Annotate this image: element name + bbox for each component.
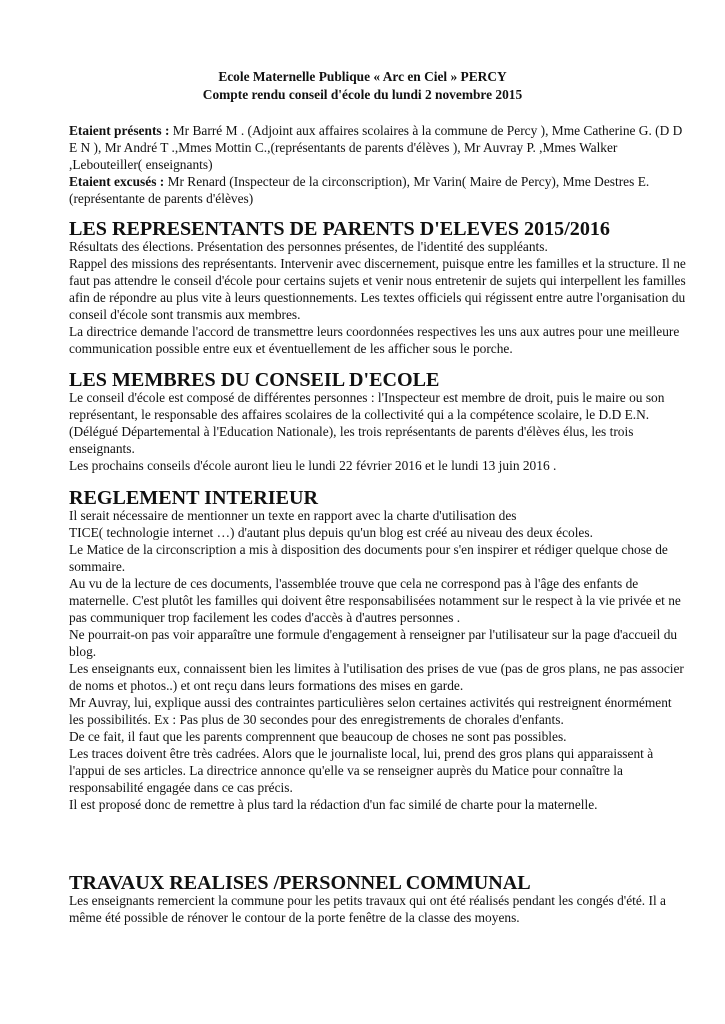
section-parents-representatives (69, 220, 689, 357)
paragraph: Mr Auvray, lui, explique aussi des contraintes particulières selon certaines activités qui restreignent énormément les possibilités. Ex : Pas plus de 30 secondes pour des enregistrements de chorales d'enfants. (69, 695, 672, 727)
excused-list: Mr Renard (Inspecteur de la circonscription), Mr Varin( Maire de Percy), Mme Destres E.(représentante de parents d'élèves) (69, 174, 650, 206)
paragraph: Les prochains conseils d'école auront lieu le lundi 22 février 2016 et le lundi 13 juin 2016 . (69, 458, 557, 473)
paragraph: Il serait nécessaire de mentionner un texte en rapport avec la charte d'utilisation des (69, 508, 517, 523)
section-title: LES MEMBRES DU CONSEIL D'ECOLE (69, 369, 440, 391)
paragraph: Le Matice de la circonscription a mis à disposition des documents pour s'en inspirer et rédiger quelque chose de sommaire. (69, 542, 668, 574)
paragraph: Les enseignants eux, connaissent bien les limites à l'utilisation des prises de vue (pas de gros plans, ne pas associer de noms et photos..) et ont reçu dans leurs formations des mises en garde. (69, 661, 684, 693)
section-title: LES REPRESENTANTS DE PARENTS D'ELEVES 2015/2016 (69, 218, 610, 240)
present-list: Mr Barré M . (Adjoint aux affaires scolaires à la commune de Percy ), Mme Catherine G. (D D E N ), Mr André T .,Mmes Mottin C.,(représentants de parents d'élèves ), Mr Auvray P. ,Mmes Walker ,Lebouteiller( enseignants) (69, 123, 683, 172)
paragraph: Les traces doivent être très cadrées. Alors que le journaliste local, lui, prend des gros plans qui apparaissent à l'appui de ses articles. La directrice annonce qu'elle va se renseigner auprès du Matice pour connaître la responsabilité engagée dans ce cas précis. (69, 746, 654, 795)
paragraph: Les enseignants remercient la commune pour les petits travaux qui ont été réalisés pendant les congés d'été. Il a même été possible de rénover le contour de la porte fenêtre de la classe des moyens. (69, 893, 666, 925)
section-title: TRAVAUX REALISES /PERSONNEL COMMUNAL (69, 872, 531, 894)
paragraph: Ne pourrait-on pas voir apparaître une formule d'engagement à renseigner par l'utilisateur sur la page d'accueil du blog. (69, 627, 678, 659)
excused-label: Etaient excusés : (69, 174, 165, 189)
section-title: REGLEMENT INTERIEUR (69, 487, 318, 509)
excused-paragraph (69, 173, 689, 207)
section-council-members (69, 371, 689, 474)
report-title: Compte rendu conseil d'école du lundi 2 novembre 2015 (202, 87, 523, 102)
paragraph: Au vu de la lecture de ces documents, l'assemblée trouve que cela ne correspond pas à l'âge des enfants de maternelle. C'est plutôt les familles qui doivent être responsabilisées notamment sur le respect à la vie privée et ne pas communiquer trop facilement les codes d'accès à d'autres personnes . (69, 576, 681, 625)
attendance-block (69, 122, 689, 207)
paragraph: TICE( technologie internet …) d'autant plus depuis qu'un blog est créé au niveau des deux écoles. (69, 525, 593, 540)
school-name: Ecole Maternelle Publique « Arc en Ciel » PERCY (218, 69, 507, 84)
section-internal-rules (69, 489, 689, 813)
present-label: Etaient présents : (69, 123, 170, 138)
present-paragraph (69, 122, 689, 173)
document-header (60, 68, 665, 104)
paragraph: Il est proposé donc de remettre à plus tard la rédaction d'un fac similé de charte pour la maternelle. (69, 797, 598, 812)
section-works-staff (69, 874, 689, 926)
paragraph: Le conseil d'école est composé de différentes personnes : l'Inspecteur est membre de droit, puis le maire ou son représentant, le responsable des affaires scolaires de la collectivité qui a la compétence scolaire, le D.D E.N. (Délégué Départemental à l'Education Nationale), les trois représentants de parents d'élèves élus, les trois enseignants. (69, 390, 665, 456)
paragraph: Résultats des élections. Présentation des personnes présentes, de l'identité des suppléants. (69, 239, 548, 254)
paragraph: Rappel des missions des représentants. Intervenir avec discernement, puisque entre les familles et la structure. Il ne faut pas attendre le conseil d'école pour certains sujets et venir nous entretenir de sujets qui interpellent les familles afin de répondre au plus vite à leurs questionnements. Les textes officiels qui régissent entre autre l'organisation du conseil d'école sont transmis aux membres. (69, 256, 686, 322)
paragraph: De ce fait, il faut que les parents comprennent que beaucoup de choses ne sont pas possibles. (69, 729, 567, 744)
paragraph: La directrice demande l'accord de transmettre leurs coordonnées respectives les uns aux autres pour une meilleure communication possible entre eux et éventuellement de les afficher sous le porche. (69, 324, 680, 356)
